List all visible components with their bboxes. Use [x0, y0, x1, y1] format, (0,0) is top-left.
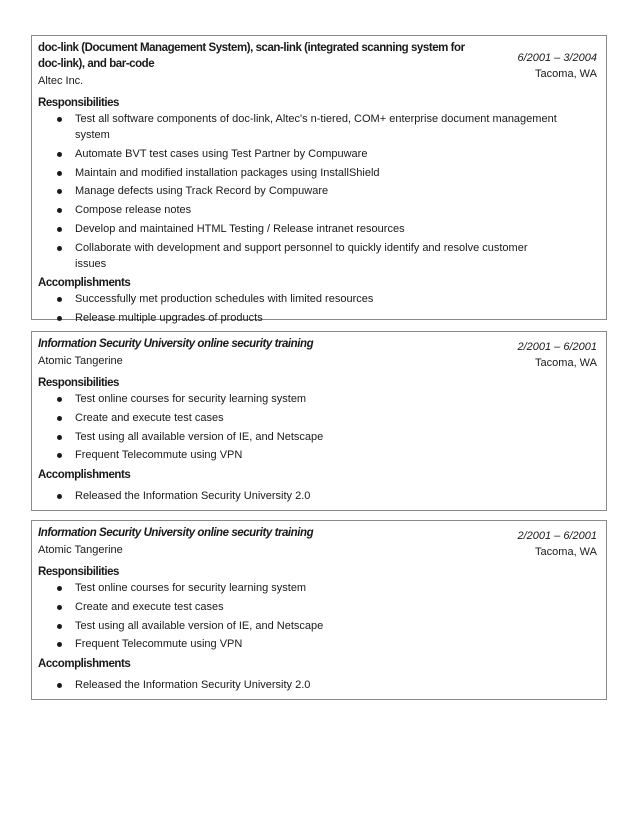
list-item-text: Release multiple upgrades of products: [75, 311, 263, 324]
list-item-text: Collaborate with development and support personnel to quickly identify and resolve customer issues: [75, 241, 528, 270]
company-name: Atomic Tangerine: [38, 355, 123, 367]
job-meta: [517, 339, 597, 371]
bullet-icon: [57, 297, 62, 302]
list-item-text: Test online courses for security learning system: [75, 393, 307, 405]
list-item-text: Create and execute test cases: [75, 411, 224, 424]
bullet-icon: [57, 152, 62, 157]
job-header: [38, 336, 597, 369]
list-item: [38, 599, 597, 615]
job-meta: [517, 50, 597, 82]
list-item: [38, 391, 597, 407]
list-item-text: Released the Information Security University 2.0: [75, 679, 311, 692]
bullet-icon: [57, 586, 62, 591]
list-item: [38, 429, 597, 445]
job-title: Information Security University online security training: [38, 338, 314, 350]
list-item: [38, 146, 597, 162]
company-name: Altec Inc.: [38, 75, 84, 87]
list-item-text: Released the Information Security University 2.0: [75, 490, 311, 503]
list-item-text: Frequent Telecommute using VPN: [75, 449, 243, 462]
list-item: [38, 221, 597, 237]
bullet-icon: [57, 453, 62, 458]
list-item: [38, 111, 597, 143]
job-meta: [517, 528, 597, 560]
job-header: [38, 40, 597, 89]
list-item-text: Successfully met production schedules with limited resources: [75, 292, 374, 305]
list-item-text: Develop and maintained HTML Testing / Release intranet resources: [75, 222, 405, 235]
accomplishments-list: [38, 291, 597, 326]
bullet-icon: [57, 624, 62, 629]
list-item-text: Maintain and modified installation packages using InstallShield: [75, 166, 380, 179]
list-item: [38, 410, 597, 426]
bullet-icon: [57, 494, 62, 499]
job-dates: 6/2001 – 3/2004: [517, 52, 597, 64]
list-item: [38, 447, 597, 463]
bullet-icon: [57, 416, 62, 421]
bullet-icon: [57, 189, 62, 194]
list-item: [38, 677, 597, 693]
job-entry: [31, 520, 607, 700]
job-entry: [31, 35, 607, 324]
job-header: [38, 525, 597, 558]
list-item-text: Test all software components of doc-link, Altec's n-tiered, COM+ enterprise document management system: [75, 113, 557, 141]
responsibilities-list: [38, 580, 597, 652]
job-entry: [31, 331, 607, 511]
job-location: Tacoma, WA: [535, 68, 597, 80]
job-title: doc-link (Document Management System), scan-link (integrated scanning system for doc-link), and bar-code: [38, 42, 465, 70]
accomplishments-list: [38, 677, 597, 693]
bullet-icon: [57, 435, 62, 440]
list-item-text: Compose release notes: [75, 204, 192, 217]
list-item: [38, 636, 597, 652]
accomplishments-heading: Accomplishments: [38, 469, 131, 482]
bullet-icon: [57, 683, 62, 688]
list-item: [38, 240, 597, 272]
responsibilities-heading: Responsibilities: [38, 566, 119, 578]
job-title: Information Security University online security training: [38, 527, 314, 539]
responsibilities-heading: Responsibilities: [38, 377, 119, 389]
list-item: [38, 310, 597, 326]
list-item-text: Manage defects using Track Record by Compuware: [75, 185, 329, 198]
job-location: Tacoma, WA: [535, 357, 597, 369]
list-item-text: Frequent Telecommute using VPN: [75, 638, 243, 651]
list-item-text: Create and execute test cases: [75, 600, 224, 613]
bullet-icon: [57, 246, 62, 251]
accomplishments-list: [38, 488, 597, 504]
bullet-icon: [57, 316, 62, 321]
accomplishments-heading: Accomplishments: [38, 658, 131, 671]
list-item: [38, 488, 597, 504]
bullet-icon: [57, 642, 62, 647]
list-item-text: Test using all available version of IE, and Netscape: [75, 430, 324, 443]
responsibilities-list: [38, 391, 597, 463]
list-item: [38, 183, 597, 199]
job-location: Tacoma, WA: [535, 546, 597, 558]
list-item-text: Test using all available version of IE, and Netscape: [75, 619, 324, 632]
list-item: [38, 618, 597, 634]
bullet-icon: [57, 208, 62, 213]
bullet-icon: [57, 171, 62, 176]
bullet-icon: [57, 605, 62, 610]
list-item-text: Test online courses for security learning system: [75, 582, 307, 594]
job-dates: 2/2001 – 6/2001: [517, 530, 597, 542]
responsibilities-list: [38, 111, 597, 272]
responsibilities-heading: Responsibilities: [38, 97, 119, 109]
bullet-icon: [57, 227, 62, 232]
accomplishments-heading: Accomplishments: [38, 276, 131, 289]
company-name: Atomic Tangerine: [38, 544, 123, 556]
list-item: [38, 165, 597, 181]
bullet-icon: [57, 117, 62, 122]
list-item-text: Automate BVT test cases using Test Partner by Compuware: [75, 147, 368, 160]
bullet-icon: [57, 397, 62, 402]
list-item: [38, 580, 597, 596]
list-item: [38, 291, 597, 307]
list-item: [38, 202, 597, 218]
job-dates: 2/2001 – 6/2001: [517, 341, 597, 353]
